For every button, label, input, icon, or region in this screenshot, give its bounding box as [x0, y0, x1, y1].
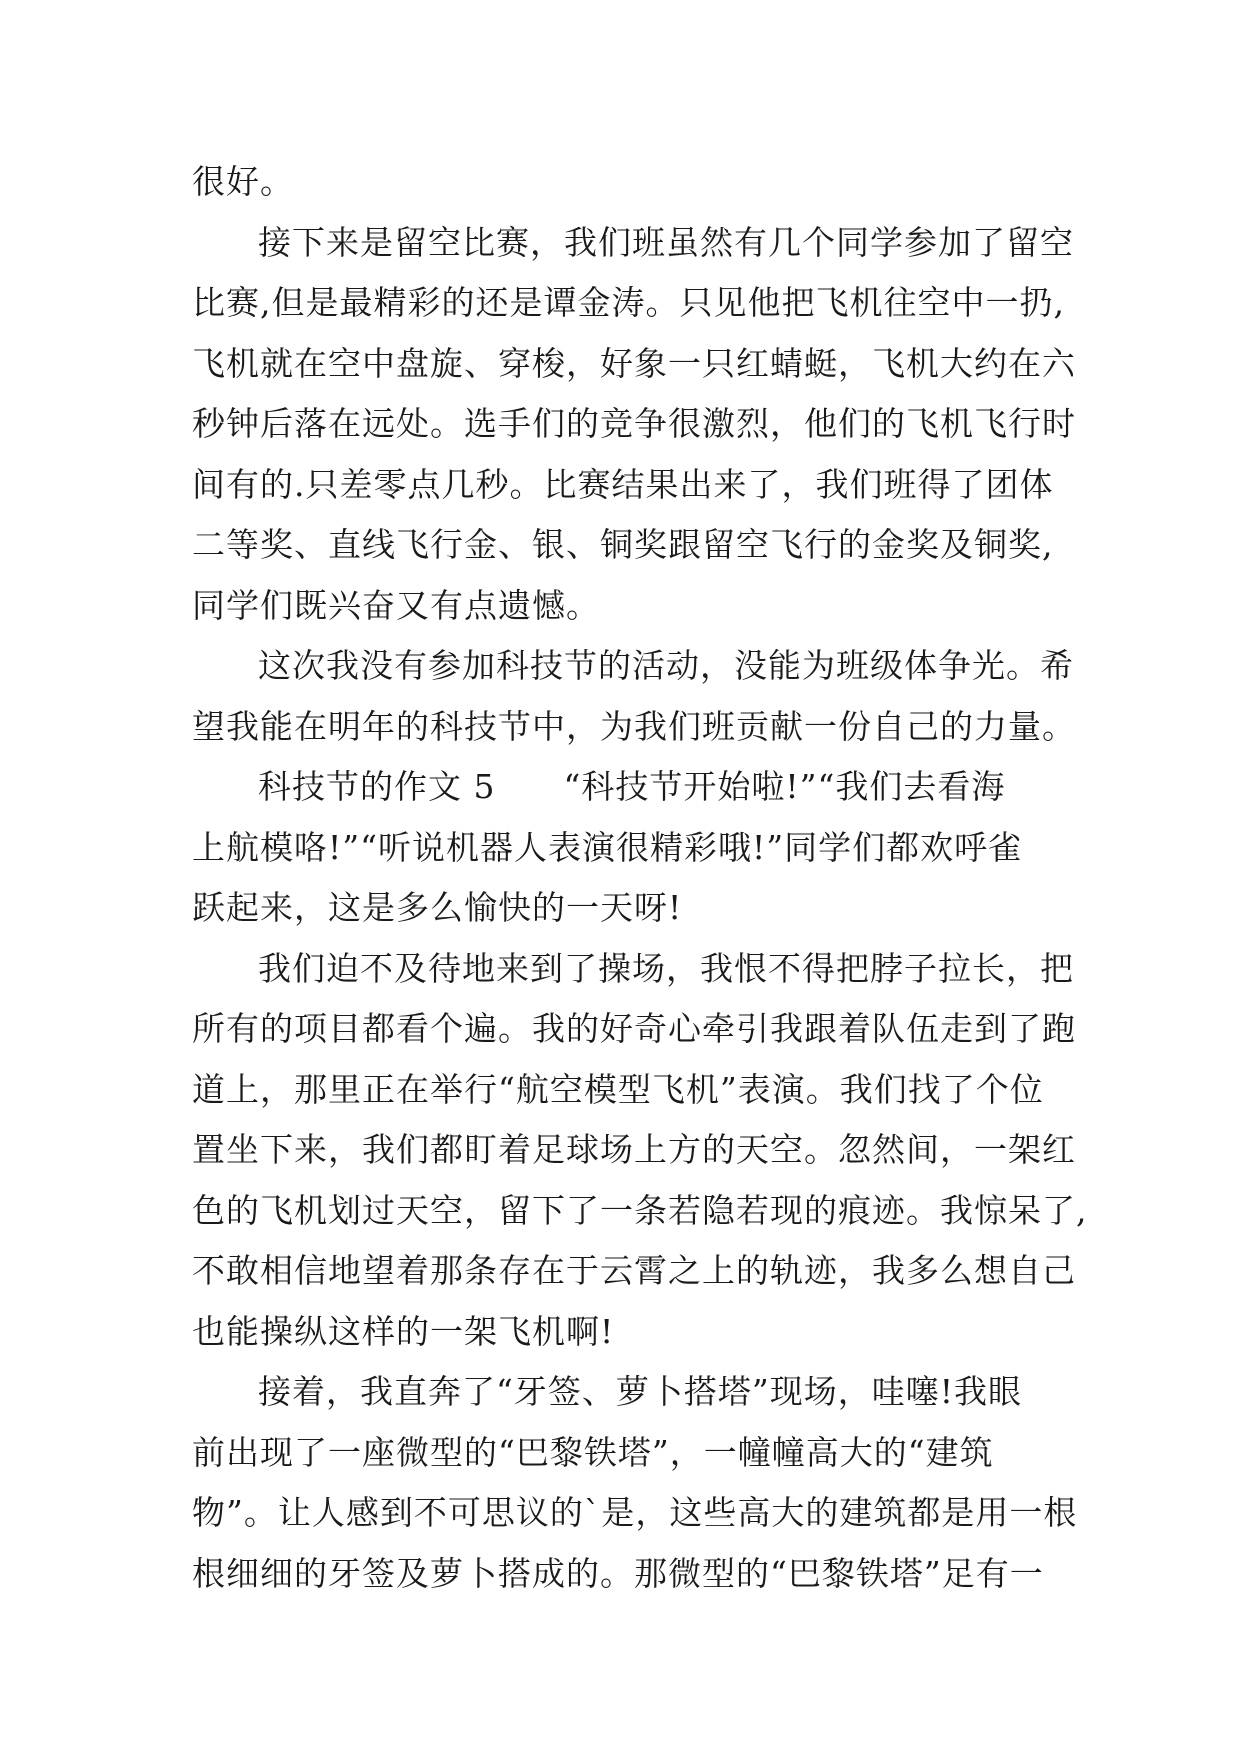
- text-line: 这次我没有参加科技节的活动，没能为班级体争光。希: [258, 646, 1074, 685]
- text-line: 二等奖、直线飞行金、银、铜奖跟留空飞行的金奖及铜奖,: [192, 525, 1054, 564]
- text-line: 飞机就在空中盘旋、穿梭，好象一只红蜻蜓，飞机大约在六: [192, 343, 1076, 383]
- text-line: 我们迫不及待地来到了操场，我恨不得把脖子拉长，把: [258, 948, 1074, 988]
- text-line: 秒钟后落在远处。选手们的竞争很激烈，他们的飞机飞行时: [192, 404, 1076, 443]
- text-line: 物”。让人感到不可思议的`是，这些高大的建筑都是用一根: [192, 1493, 1078, 1532]
- essay-body: [192, 152, 1088, 1604]
- text-line: 跃起来，这是多么愉快的一天呀!: [192, 888, 683, 927]
- text-line: 置坐下来，我们都盯着足球场上方的天空。忽然间，一架红: [192, 1130, 1076, 1169]
- text-line: 间有的.只差零点几秒。比赛结果出来了，我们班得了团体: [192, 464, 1054, 504]
- text-line: 接着，我直奔了“牙签、萝卜搭塔”现场，哇噻!我眼: [258, 1372, 1023, 1411]
- text-line: 望我能在明年的科技节中，为我们班贡献一份自己的力量。: [192, 706, 1076, 746]
- text-line: 前出现了一座微型的“巴黎铁塔”，一幢幢高大的“建筑: [192, 1432, 994, 1472]
- text-line: 不敢相信地望着那条存在于云霄之上的轨迹，我多么想自己: [192, 1251, 1076, 1290]
- text-line: 所有的项目都看个遍。我的好奇心牵引我跟着队伍走到了跑: [192, 1009, 1076, 1048]
- text-line: 同学们既兴奋又有点遗憾。: [192, 585, 600, 625]
- text-line: 根细细的牙签及萝卜搭成的。那微型的“巴黎铁塔”足有一: [192, 1553, 1044, 1593]
- text-line: 很好。: [192, 162, 294, 201]
- text-line: 道上，那里正在举行“航空模型飞机”表演。我们找了个位: [192, 1069, 1044, 1109]
- text-line: 也能操纵这样的一架飞机啊!: [192, 1311, 615, 1351]
- text-line: 接下来是留空比赛，我们班虽然有几个同学参加了留空: [258, 222, 1074, 262]
- text-line: 比赛,但是最精彩的还是谭金涛。只见他把飞机往空中一扔,: [192, 283, 1065, 322]
- text-line: 科技节的作文 5 “科技节开始啦!”“我们去看海: [258, 767, 1006, 806]
- text-line: 上航模咯!”“听说机器人表演很精彩哦!”同学们都欢呼雀: [192, 827, 1023, 867]
- text-line: 色的飞机划过天空，留下了一条若隐若现的痕迹。我惊呆了,: [192, 1190, 1088, 1230]
